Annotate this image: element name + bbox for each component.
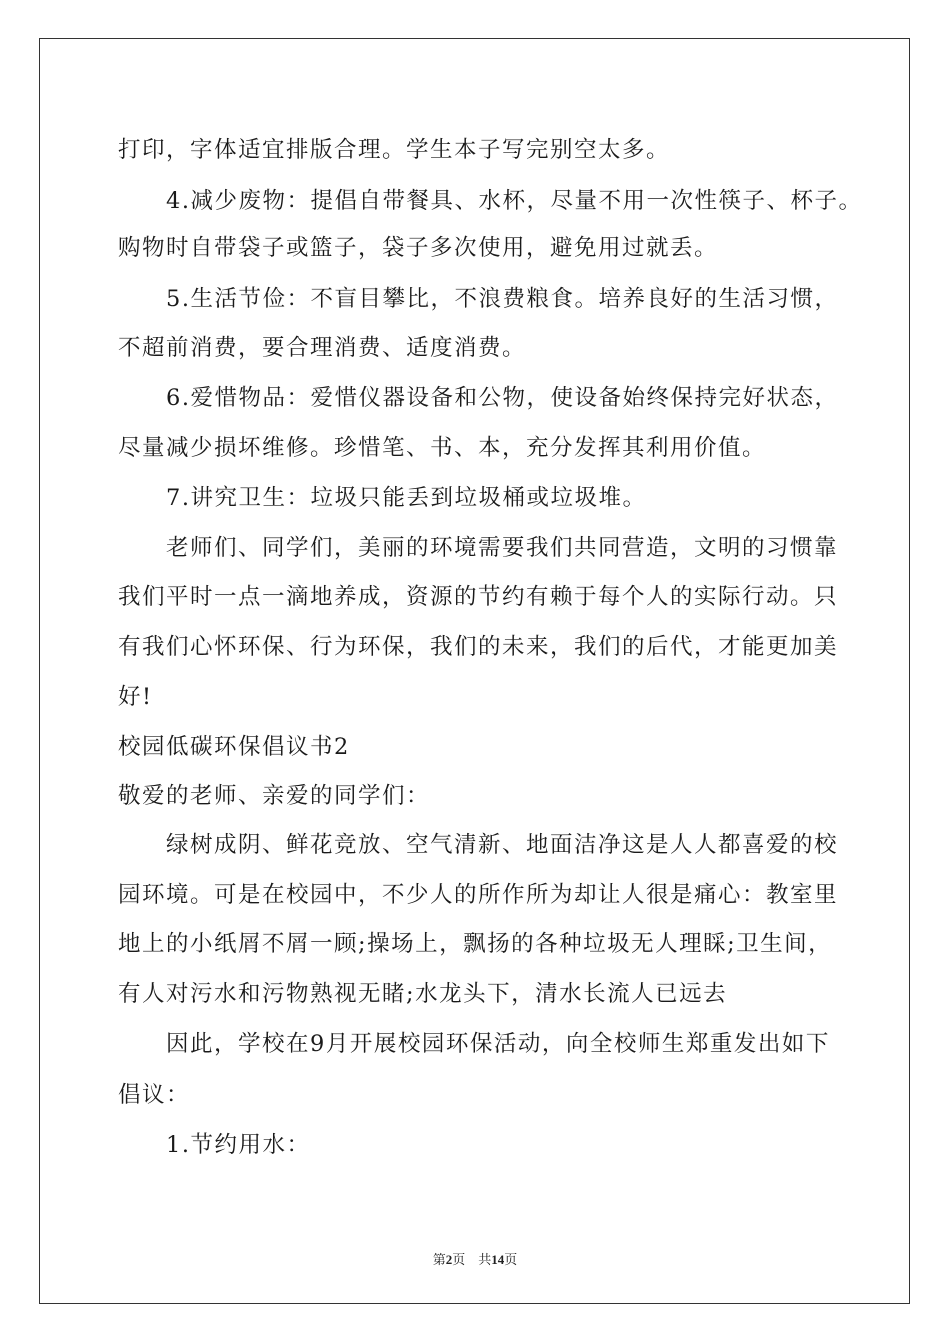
body-line: 1.节约用水： [166,1132,311,1158]
page-footer [0,1249,950,1268]
body-line: 好! [118,684,153,710]
footer-page-number: 2 [445,1252,453,1267]
body-line: 5.生活节俭：不盲目攀比，不浪费粮食。培养良好的生活习惯， [166,286,839,312]
section-title: 校园低碳环保倡议书2 [118,734,350,760]
footer-page-total: 14 [491,1252,505,1267]
body-line: 4.减少废物：提倡自带餐具、水杯，尽量不用一次性筷子、杯子。 [166,188,863,214]
body-line: 倡议： [118,1082,191,1108]
footer-mid: 页 共 [452,1252,492,1267]
body-line: 7.讲究卫生：垃圾只能丢到垃圾桶或垃圾堆。 [166,485,647,511]
body-line: 打印，字体适宜排版合理。学生本子写完别空太多。 [118,137,671,163]
body-line: 因此，学校在9月开展校园环保活动，向全校师生郑重发出如下 [166,1031,830,1057]
body-line: 我们平时一点一滴地养成，资源的节约有赖于每个人的实际行动。只 [118,584,839,610]
body-line: 不超前消费，要合理消费、适度消费。 [118,335,527,361]
body-line: 购物时自带袋子或篮子，袋子多次使用，避免用过就丢。 [118,235,719,261]
salutation: 敬爱的老师、亲爱的同学们： [118,783,431,809]
body-line: 尽量减少损坏维修。珍惜笔、书、本，充分发挥其利用价值。 [118,435,767,461]
footer-suffix: 页 [504,1252,518,1267]
body-line: 园环境。可是在校园中，不少人的所作所为却让人很是痛心：教室里 [118,882,839,908]
body-line: 有我们心怀环保、行为环保，我们的未来，我们的后代，才能更加美 [118,634,839,660]
body-line: 有人对污水和污物熟视无睹;水龙头下，清水长流人已远去 [118,981,728,1007]
body-line: 老师们、同学们，美丽的环境需要我们共同营造，文明的习惯靠 [166,535,839,561]
body-line: 6.爱惜物品：爱惜仪器设备和公物，使设备始终保持完好状态， [166,385,839,411]
page-border [39,38,910,1304]
body-line: 地上的小纸屑不屑一顾;操场上，飘扬的各种垃圾无人理睬;卫生间， [118,931,833,957]
body-line: 绿树成阴、鲜花竞放、空气清新、地面洁净这是人人都喜爱的校 [166,832,839,858]
footer-prefix: 第 [432,1252,446,1267]
